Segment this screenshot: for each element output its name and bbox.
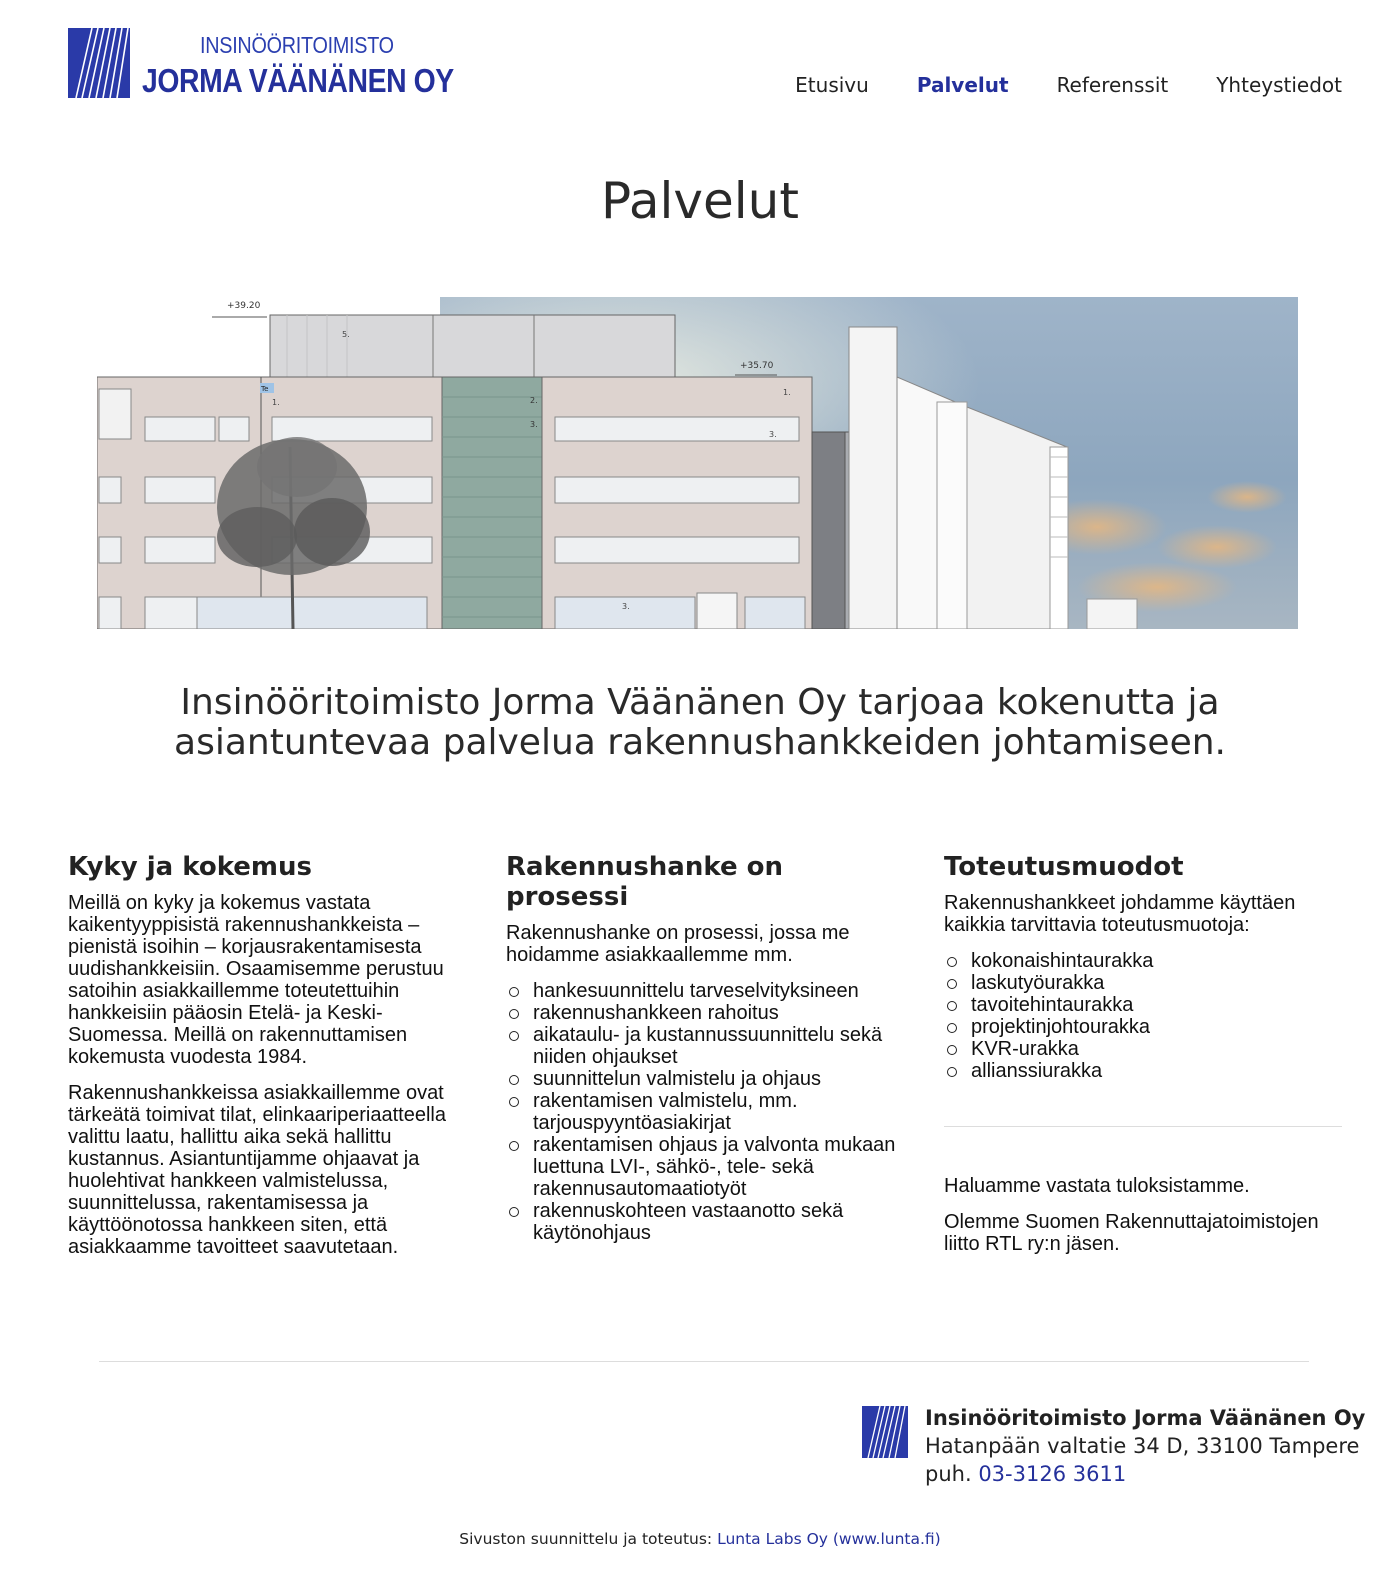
col1-paragraph-1: Meillä on kyky ja kokemus vastata kaikentyyppisistä rakennushankkeista – pienistä isoihin – korjausrakentamisesta uudishankkeisiin. Osaamisemme perustuu satoihin asiakkaillemme toteutettuihin hankkeisiin pääosin Etelä- ja Keski-Suomessa. Meillä on rakennuttamisen kokemusta vuodesta 1984. (68, 892, 444, 1068)
nav-palvelut[interactable]: Palvelut (916, 73, 1009, 97)
col2-list (506, 980, 906, 1244)
lead-text: Insinööritoimisto Jorma Väänänen Oy tarjoaa kokenutta ja asiantuntevaa palvelua rakennushankkeiden johtamiseen. (174, 682, 1226, 763)
logo-text-top: INSINÖÖRITOIMISTO (200, 32, 394, 58)
col2-title: Rakennushanke on prosessi (506, 852, 784, 912)
label-3a: 3. (530, 420, 538, 429)
list-item: rakennushankkeen rahoitus (533, 1002, 906, 1024)
main-nav (747, 73, 1342, 97)
label-tag: Te (261, 385, 269, 393)
list-item: suunnittelun valmistelu ja ohjaus (533, 1068, 906, 1090)
col3-divider (944, 1126, 1342, 1127)
footer-phone-row (925, 1460, 1365, 1488)
credits-text: Sivuston suunnittelu ja toteutus: (459, 1530, 713, 1548)
nav-etusivu[interactable]: Etusivu (795, 73, 869, 97)
page-title: Palvelut (601, 172, 799, 230)
col1-paragraph-2: Rakennushankkeissa asiakkaillemme ovat tärkeätä toimivat tilat, elinkaariperiaatteella valittu laatu, hallittu aika sekä hallittu kustannus. Asiantuntijamme ohjaavat ja huolehtivat hankkeen valmistelussa, suunnittelussa, rakentamisessa ja käyttöönotossa hankkeen siten, että asiakkaamme tavoitteet saavutetaan. (68, 1082, 446, 1258)
footer-address: Hatanpään valtatie 34 D, 33100 Tampere (925, 1434, 1360, 1458)
label-1b: 1. (783, 388, 791, 397)
list-item: hankesuunnittelu tarveselvityksineen (533, 980, 906, 1002)
label-3b: 3. (769, 430, 777, 439)
list-item: laskutyöurakka (971, 972, 1342, 994)
footer-divider (99, 1361, 1309, 1362)
list-item: rakentamisen valmistelu, mm. tarjouspyyntöasiakirjat (533, 1090, 906, 1134)
list-item: KVR-urakka (971, 1038, 1342, 1060)
list-item: tavoitehintaurakka (971, 994, 1342, 1016)
label-2: 2. (530, 396, 538, 405)
list-item: projektinjohtourakka (971, 1016, 1342, 1038)
col3-list (944, 950, 1342, 1082)
nav-referenssit[interactable]: Referenssit (1056, 73, 1169, 97)
column-kyky-ja-kokemus (68, 852, 468, 1272)
col3-paragraph-1: Haluamme vastata tuloksistamme. (944, 1175, 1250, 1197)
footer-contact (925, 1404, 1365, 1488)
col2-intro: Rakennushanke on prosessi, jossa me hoidamme asiakkaallemme mm. (506, 922, 850, 966)
col3-intro: Rakennushankkeet johdamme käyttäen kaikkia tarvittavia toteutusmuotoja: (944, 892, 1296, 936)
label-5: 5. (342, 330, 350, 339)
label-3c: 3. (622, 602, 630, 611)
column-toteutusmuodot (944, 852, 1342, 1269)
col1-title: Kyky ja kokemus (68, 852, 312, 882)
footer-phone-link[interactable]: 03-3126 3611 (978, 1462, 1127, 1486)
list-item: rakennuskohteen vastaanotto sekä käytönohjaus (533, 1200, 906, 1244)
list-item: kokonaishintaurakka (971, 950, 1342, 972)
col3-paragraph-2: Olemme Suomen Rakennuttajatoimistojen liitto RTL ry:n jäsen. (944, 1211, 1319, 1255)
logo-text-main: JORMA VÄÄNÄNEN OY (142, 62, 454, 99)
footer-phone-label: puh. (925, 1462, 972, 1486)
nav-yhteystiedot[interactable]: Yhteystiedot (1216, 73, 1342, 97)
column-rakennushanke (506, 852, 906, 1244)
company-logo[interactable] (68, 28, 458, 100)
list-item: aikataulu- ja kustannussuunnittelu sekä niiden ohjaukset (533, 1024, 906, 1068)
footer-logo-icon (862, 1406, 908, 1458)
list-item: allianssiurakka (971, 1060, 1342, 1082)
hero-building-elevation (97, 297, 1298, 629)
site-credits (0, 1530, 1400, 1548)
building-elevation-drawing (97, 297, 1298, 629)
footer-company-name: Insinööritoimisto Jorma Väänänen Oy (925, 1406, 1366, 1430)
list-item: rakentamisen ohjaus ja valvonta mukaan luettuna LVI-, sähkö-, tele- sekä rakennusautomaatiotyöt (533, 1134, 906, 1200)
credits-link[interactable]: Lunta Labs Oy (www.lunta.fi) (717, 1530, 941, 1548)
logo-stripes-icon (68, 28, 130, 98)
col3-title: Toteutusmuodot (944, 852, 1184, 882)
label-1a: 1. (272, 398, 280, 407)
elevation-top: +39.20 (227, 301, 261, 311)
elevation-mid: +35.70 (740, 361, 774, 371)
